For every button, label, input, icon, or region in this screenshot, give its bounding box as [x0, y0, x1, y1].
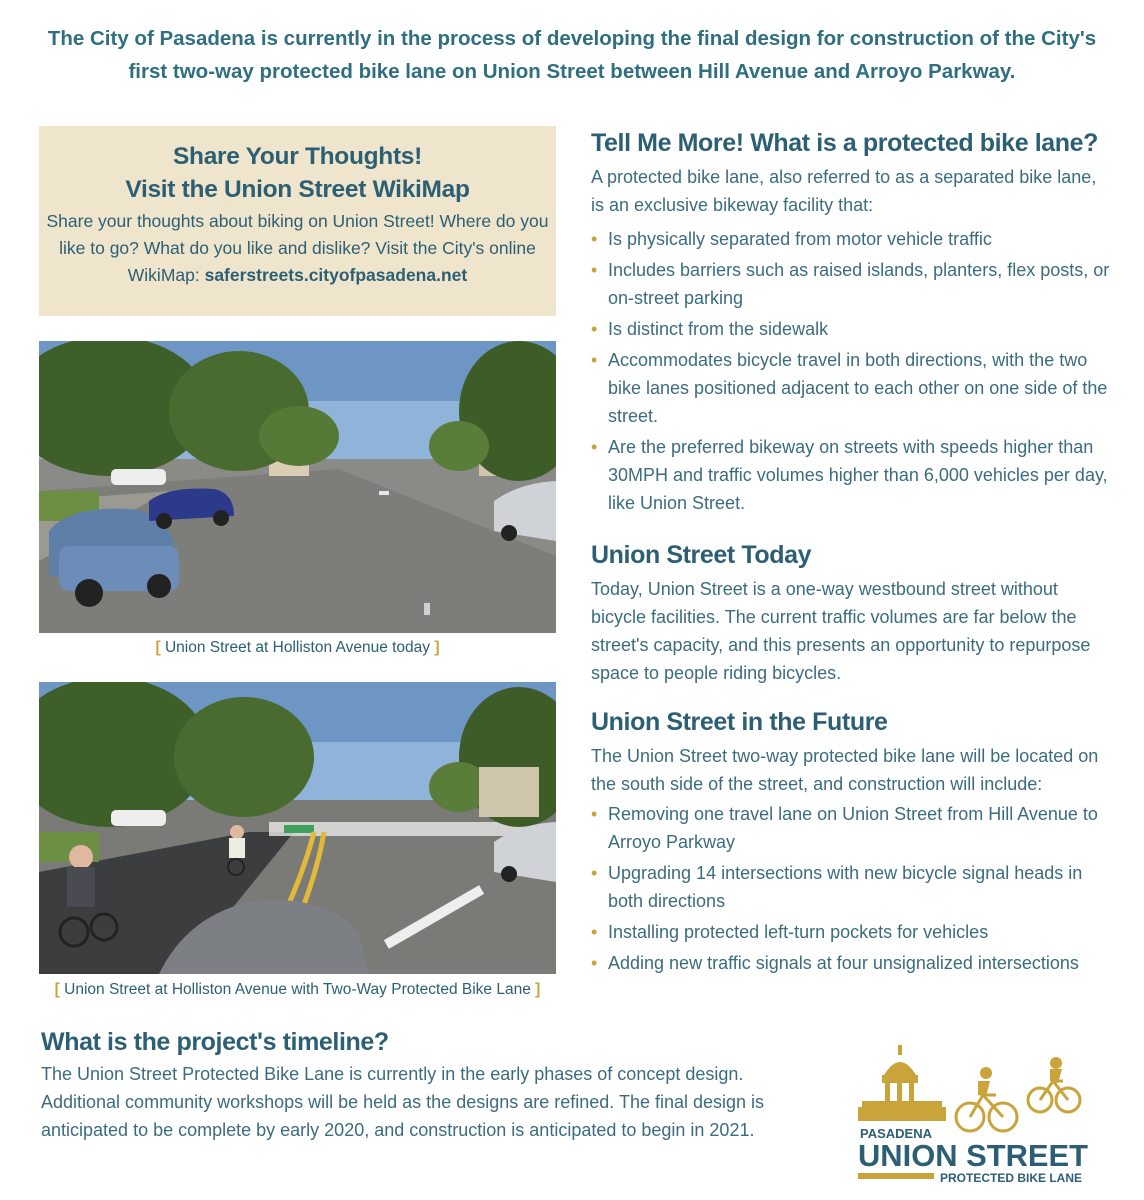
today-section: [591, 539, 1111, 687]
share-thoughts-box: [39, 126, 556, 316]
list-item: • Removing one travel lane on Union Street from Hill Avenue to Arroyo Parkway: [591, 800, 1111, 856]
caption-today: [ Union Street at Holliston Avenue today ]: [155, 639, 440, 656]
protected-section: [591, 127, 1111, 520]
logo-tag-text: PROTECTED BIKE LANE: [940, 1171, 1083, 1185]
union-street-logo: [858, 1045, 1098, 1190]
list-item: • Upgrading 14 intersections with new bicycle signal heads in both directions: [591, 859, 1111, 915]
photo-union-street-future: [39, 682, 556, 974]
city-hall-icon: [858, 1045, 946, 1121]
share-title-line1: Share Your Thoughts!: [173, 143, 422, 170]
cyclist-icon: [956, 1081, 1080, 1131]
share-body-text: Share your thoughts about biking on Union Street! Where do you like to go? What do you like and dislike? Visit the City's online WikiMap:: [46, 211, 549, 285]
share-body: [39, 208, 556, 289]
today-heading: Union Street Today: [591, 541, 812, 569]
list-item: • Adding new traffic signals at four unsignalized intersections: [591, 949, 1111, 977]
caption-today-text: Union Street at Holliston Avenue today: [164, 639, 431, 656]
logo-name-text: UNION STREET: [858, 1138, 1089, 1173]
future-heading: Union Street in the Future: [591, 708, 888, 736]
wikimap-link[interactable]: saferstreets.cityofpasadena.net: [204, 265, 468, 285]
future-section: [591, 706, 1111, 980]
future-list: [591, 800, 1111, 977]
timeline-body: The Union Street Protected Bike Lane is currently in the early phases of concept design. Additional community workshops will be held as the designs are refined. The final design is anticipated to be complete by early 2020, and construction is anticipated to begin in 2021.: [41, 1064, 765, 1140]
list-item: • Installing protected left-turn pockets for vehicles: [591, 918, 1111, 946]
caption-future-text: Union Street at Holliston Avenue with Two-Way Protected Bike Lane: [64, 981, 531, 998]
share-title-line2: Visit the Union Street WikiMap: [125, 176, 470, 203]
list-item: • Includes barriers such as raised islands, planters, flex posts, or on-street parking: [591, 256, 1111, 312]
protected-list: [591, 225, 1111, 517]
list-item: • Is physically separated from motor vehicle traffic: [591, 225, 1111, 253]
caption-future: [ Union Street at Holliston Avenue with Two-Way Protected Bike Lane ]: [54, 981, 541, 998]
logo-city-text: PASADENA: [860, 1126, 932, 1141]
timeline-section: [41, 1026, 821, 1144]
timeline-heading: What is the project's timeline?: [41, 1028, 389, 1056]
list-item: • Are the preferred bikeway on streets with speeds higher than 30MPH and traffic volumes higher than 6,000 vehicles per day, like Union Street.: [591, 433, 1111, 517]
list-item: • Is distinct from the sidewalk: [591, 315, 1111, 343]
intro-statement: The City of Pasadena is currently in the process of developing the final design for construction of the City's first two-way protected bike lane on Union Street between Hill Avenue and Arroyo Parkway.: [47, 27, 1097, 83]
photo-union-street-today: [39, 341, 556, 633]
list-item: • Accommodates bicycle travel in both directions, with the two bike lanes positioned adjacent to each other on one side of the street.: [591, 346, 1111, 430]
protected-heading: Tell Me More! What is a protected bike lane?: [591, 129, 1099, 157]
today-body: Today, Union Street is a one-way westbound street without bicycle facilities. The current traffic volumes are far below the street's capacity, and this presents an opportunity to repurpose space to people riding bicycles.: [591, 579, 1091, 683]
protected-intro: A protected bike lane, also referred to as a separated bike lane, is an exclusive bikeway facility that:: [591, 167, 1097, 215]
future-intro: The Union Street two-way protected bike lane will be located on the south side of the street, and construction will include:: [591, 746, 1099, 794]
